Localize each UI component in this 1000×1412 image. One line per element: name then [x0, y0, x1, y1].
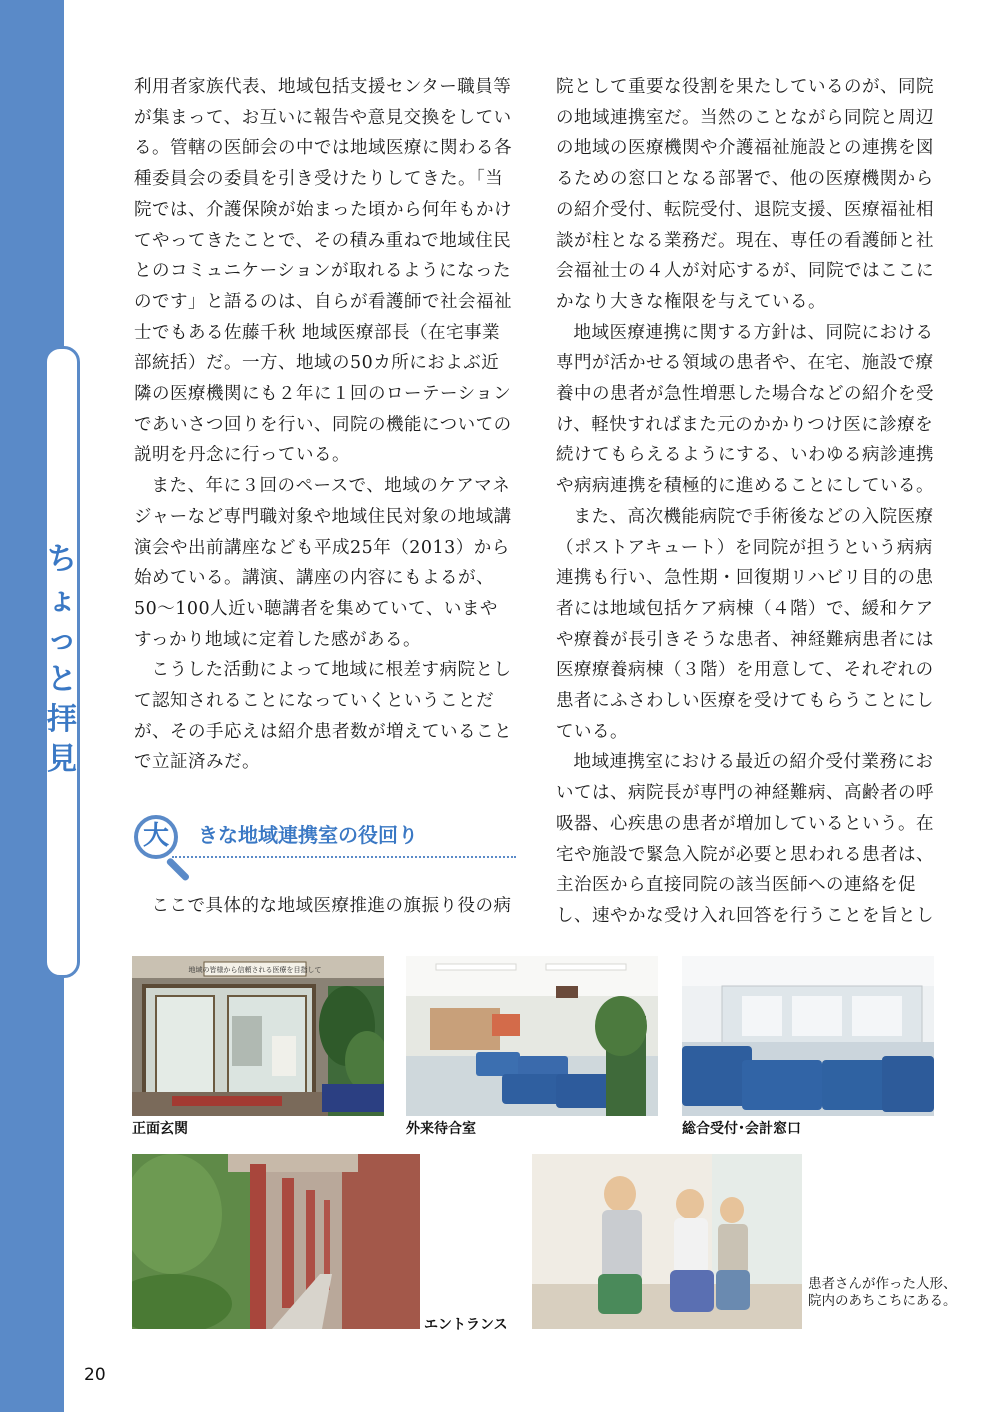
side-tab-char: と [47, 662, 77, 697]
right-paragraph-4: 地域連携室における最近の紹介受付業務においては、病院長が専門の神経難病、高齢者の呼吸器、心疾患の患者が増加しているという。在宅や施設で緊急入院が必要と思われる患者は、主治医から直接同院の該当医師への連絡を促し、速やかな受け入れ回答を行うことを旨とし [556, 752, 934, 926]
side-tab-label [44, 540, 80, 780]
right-paragraph-1: 院として重要な役割を果たしているのが、同院の地域連携室だ。当然のことながら同院と周辺の地域の医療機関や介護福祉施設との連携を図るための窓口となる部署で、他の医療機関からの紹介受付、転院受付、退院支援、医療福祉相談が柱となる業務だ。現在、専任の看護師と社会福祉士の４人が対応するが、同院ではここにかなり大きな権限を与えている。 [556, 77, 934, 312]
left-paragraph-1: 利用者家族代表、地域包括支援センター職員等が集まって、お互いに報告や意見交換をしている。管轄の医師会の中では地域医療に関わる各種委員会の委員を引き受けたりしてきた。「当院では、介護保険が始まった頃から何年もかけてやってきたことで、その積み重ねで地域住民とのコミュニケーションが取れるようになったのです」と語るのは、自らが看護師で社会福祉士でもある佐藤千秋 地域医療部長（在宅事業部統括）だ。一方、地域の50カ所におよぶ近隣の医療機関にも２年に１回のローテーションであいさつ回りを行い、同院の機能についての説明を丹念に行っている。 [134, 77, 512, 466]
left-column [134, 72, 514, 778]
side-tab-char: ょ [47, 582, 77, 617]
photo-waiting-room [406, 956, 658, 1116]
right-paragraph-2: 地域医療連携に関する方針は、同院における専門が活かせる領域の患者や、在宅、施設で療養中の患者が急性増悪した場合などの紹介を受け、軽快すればまた元のかかりつけ医に診療を続けてもらえるようにする、いわゆる病診連携や病病連携を積極的に進めることにしている。 [556, 322, 934, 497]
section-heading [132, 812, 516, 878]
caption-reception: 総合受付･会計窓口 [682, 1121, 801, 1137]
side-tab-char: 拝 [47, 702, 77, 737]
heading-dotted-rule [172, 856, 516, 858]
caption-dolls: 患者さんが作った人形、院内のあちこちにある。 [808, 1276, 957, 1309]
caption-entrance: エントランス [424, 1317, 508, 1333]
left-paragraph-4: ここで具体的な地域医療推進の旗振り役の病 [151, 896, 512, 916]
photo-front-entrance [132, 956, 384, 1116]
heading-text: きな地域連携室の役回り [198, 823, 418, 847]
side-tab-char: ち [47, 542, 77, 577]
caption-waiting-room: 外来待合室 [406, 1121, 476, 1137]
photo-reception [682, 956, 934, 1116]
side-tab-char: 見 [47, 742, 77, 777]
page-number: 20 [84, 1365, 106, 1385]
photo-dolls [532, 1154, 802, 1329]
right-column [556, 72, 936, 932]
heading-initial: 大 [142, 821, 169, 851]
right-paragraph-3: また、高次機能病院で手術後などの入院医療（ポストアキュート）を同院が担うという病病連携も行い、急性期・回復期リハビリ目的の患者には地域包括ケア病棟（４階）で、緩和ケアや療養が長引きそうな患者、神経難病患者には医療療養病棟（３階）を用意して、それぞれの患者にふさわしい医療を受けてもらうことにしている。 [556, 506, 934, 742]
photo-entrance-corridor [132, 1154, 420, 1329]
left-paragraph-2: また、年に３回のペースで、地域のケアマネジャーなど専門職対象や地域住民対象の地域講演会や出前講座なども平成25年（2013）から始めている。講演、講座の内容にもよるが、50～100人近い聴講者を集めていて、いまやすっかり地域に定着した感がある。 [134, 476, 512, 650]
entrance-sign-text: 地域の皆様から信頼される医療を目指して [188, 966, 322, 974]
left-paragraph-3: こうした活動によって地域に根差す病院として認知されることになっていくということだが、その手応えは紹介患者数が増えていることで立証済みだ。 [134, 660, 512, 773]
magnifier-handle [166, 857, 191, 882]
caption-front-entrance: 正面玄関 [132, 1121, 188, 1137]
side-tab-char: っ [47, 622, 77, 657]
